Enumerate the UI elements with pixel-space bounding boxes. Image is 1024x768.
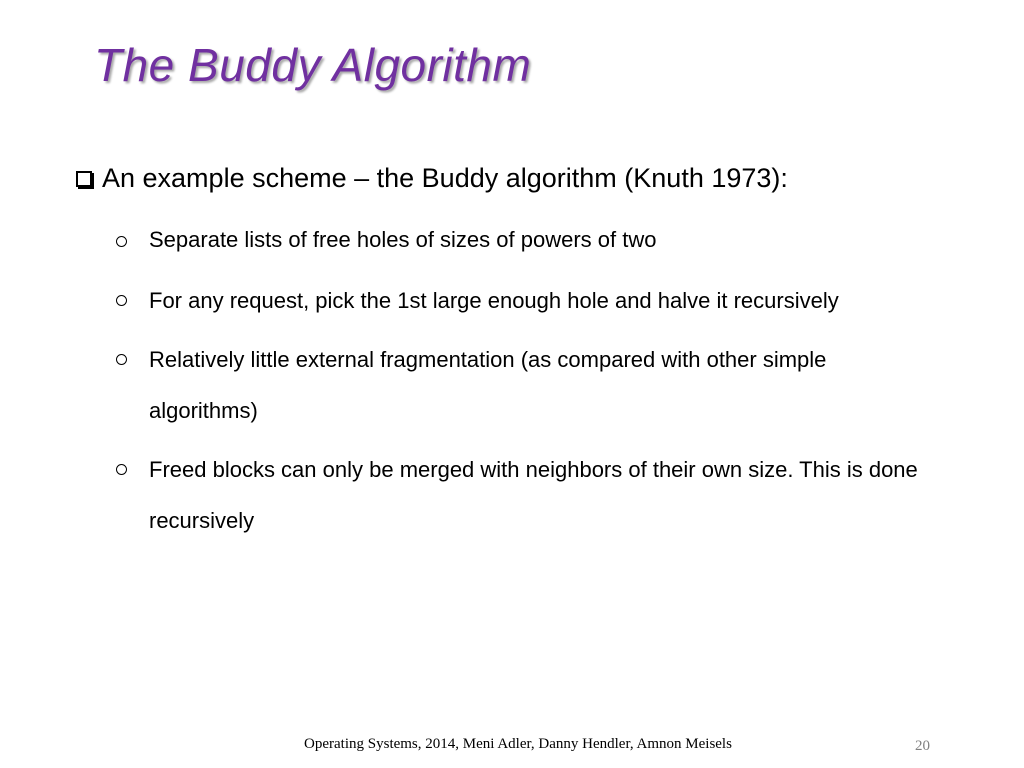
list-item [116,275,936,326]
page-number: 20 [915,738,930,754]
list-item [116,334,936,436]
circle-bullet-icon [116,354,127,365]
checkbox-icon [76,171,92,187]
main-bullet-text: An example scheme – the Buddy algorithm (Knuth 1973): [102,163,788,193]
slide-footer: Operating Systems, 2014, Meni Adler, Danny Hendler, Amnon Meisels [304,736,732,752]
sub-bullet-text: For any request, pick the 1st large enough hole and halve it recursively [149,288,839,313]
sub-bullet-list [116,216,936,554]
list-item [116,444,936,546]
circle-bullet-icon [116,464,127,475]
main-bullet [76,158,788,198]
list-item [116,216,936,264]
sub-bullet-text: Freed blocks can only be merged with neighbors of their own size. This is done recursively [149,457,918,533]
slide-title: The Buddy Algorithm [94,39,532,91]
sub-bullet-text: Separate lists of free holes of sizes of powers of two [149,227,657,252]
sub-bullet-text: Relatively little external fragmentation (as compared with other simple algorithms) [149,347,827,423]
circle-bullet-icon [116,236,127,247]
circle-bullet-icon [116,295,127,306]
